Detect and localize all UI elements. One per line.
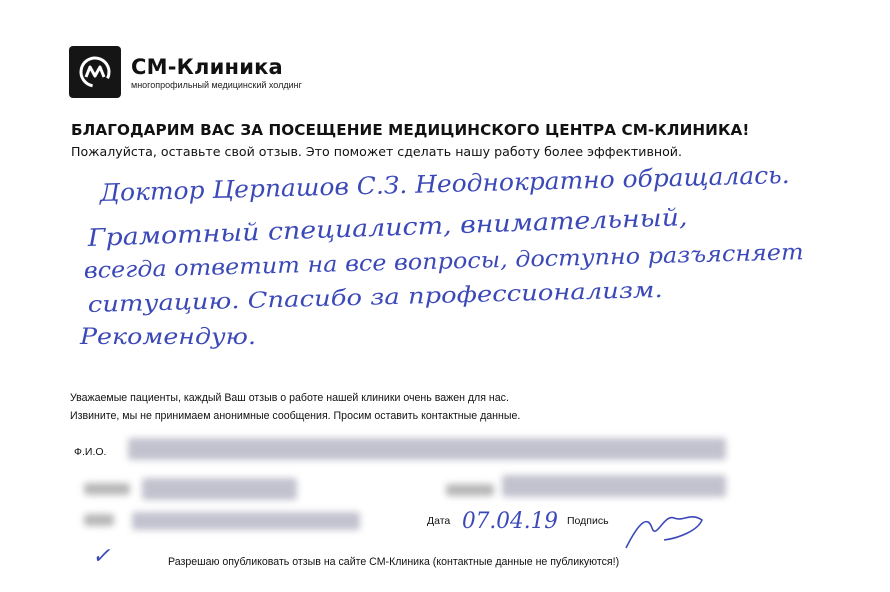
date-label: Дата [427, 515, 451, 527]
redacted-phone [142, 478, 297, 500]
fio-label: Ф.И.О. [74, 446, 107, 458]
review-line: всегда ответит на все вопросы, доступно разъясняет [83, 241, 748, 284]
info-text-anonymous: Извините, мы не принимаем анонимные сообщения. Просим оставить контактные данные. [70, 410, 521, 422]
form-subheading: Пожалуйста, оставьте свой отзыв. Это поможет сделать нашу работу более эффективной. [71, 144, 682, 159]
redacted-field-label [84, 514, 114, 526]
date-value: 07.04.19 [462, 509, 559, 534]
review-line: Доктор Церпашов С.З. Неоднократно обращалась. [99, 161, 765, 207]
info-text-importance: Уважаемые пациенты, каждый Ваш отзыв о работе нашей клиники очень важен для нас. [70, 392, 509, 404]
signature-label: Подпись [567, 515, 609, 527]
redacted-field-label [84, 483, 130, 495]
brand-tagline: многопрофильный медицинский холдинг [131, 79, 302, 90]
form-headline: БЛАГОДАРИМ ВАС ЗА ПОСЕЩЕНИЕ МЕДИЦИНСКОГО ЦЕНТРА СМ-КЛИНИКА! [71, 121, 750, 139]
redacted-name [128, 438, 726, 460]
review-line: ситуацию. Спасибо за профессионализм. [87, 280, 578, 318]
review-line: Рекомендую. [78, 325, 256, 350]
redacted-card-number [132, 512, 360, 530]
review-line: Грамотный специалист, внимательный, [87, 205, 624, 252]
redacted-email [502, 475, 726, 497]
publish-consent-text: Разрешаю опубликовать отзыв на сайте СМ-Клиника (контактные данные не публикуются!) [168, 556, 620, 568]
consent-checkmark: ✓ [92, 544, 111, 569]
signature-mark [626, 517, 702, 548]
redacted-field-label [446, 484, 494, 496]
brand-name: СМ-Клиника [131, 54, 283, 79]
